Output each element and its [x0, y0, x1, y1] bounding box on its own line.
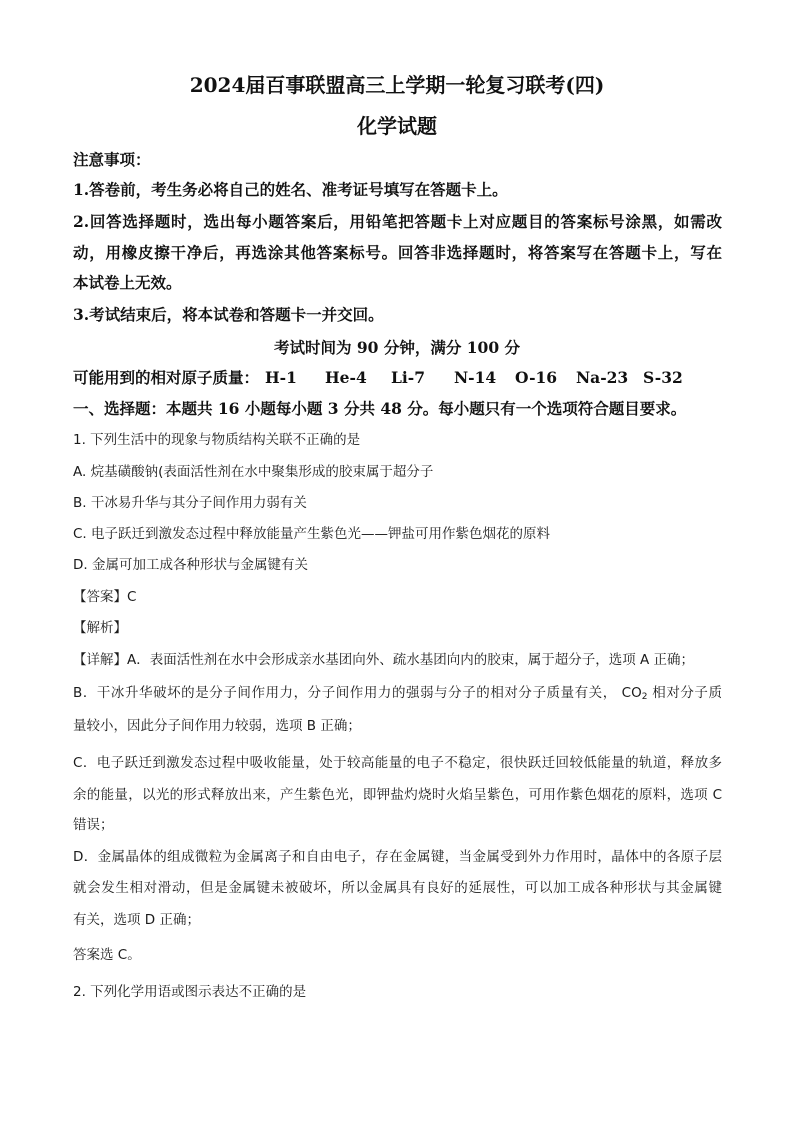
atomic-mass-item: H-1	[265, 368, 297, 387]
exam-info: 考试时间为 90 分钟，满分 100 分	[273, 338, 520, 357]
detail-line: D．金属晶体的组成微粒为金属离子和自由电子，存在金属键，当金属受到外力作用时，晶体中的各原子层	[73, 849, 722, 865]
atomic-mass-item: Li-7	[391, 368, 426, 387]
notice-line: 1.答卷前，考生务必将自己的姓名、准考证号填写在答题卡上。	[73, 180, 508, 199]
atomic-mass-item: S-32	[643, 368, 683, 387]
detail-text: B．干冰升华破坏的是分子间作用力，分子间作用力的强弱与分子的相对分子质量有关，	[73, 685, 617, 701]
detail-line: 就会发生相对滑动，但是金属键未被破坏，所以金属具有良好的延展性，可以加工成各种形状与其金属键	[73, 880, 722, 896]
detail-line: 【详解】A．表面活性剂在水中会形成亲水基团向外、疏水基团向内的胶束，属于超分子，选项 A 正确；	[73, 652, 695, 668]
document-title: 2024届百事联盟高三上学期一轮复习联考(四)	[189, 73, 605, 97]
detail-line: C．电子跃迁到激发态过程中吸收能量，处于较高能量的电子不稳定，很快跃迁回较低能量的轨道，释放多	[73, 755, 722, 771]
formula-base: CO	[621, 685, 642, 701]
notice-line: 动，用橡皮擦干净后，再选涂其他答案标号。回答非选择题时，将答案写在答题卡上，写在	[73, 243, 722, 262]
detail-line: 有关，选项 D 正确；	[73, 912, 200, 928]
atomic-mass-item: Na-23	[576, 368, 629, 387]
detail-line	[73, 682, 722, 704]
notice-line: 本试卷上无效。	[73, 273, 182, 292]
atomic-mass-item: N-14	[454, 368, 497, 387]
answer-value: C	[127, 589, 137, 605]
conclusion: 答案选 C。	[73, 947, 141, 963]
atomic-mass-item: He-4	[325, 368, 367, 387]
formula-subscript: 2	[641, 692, 648, 702]
notice-line: 2.回答选择题时，选出每小题答案后，用铅笔把答题卡上对应题目的答案标号涂黑，如需改	[73, 212, 722, 231]
option-a: A. 烷基磺酸钠(表面活性剂在水中聚集形成的胶束属于超分子	[73, 464, 434, 480]
answer-line	[73, 586, 136, 608]
detail-line: 余的能量，以光的形式释放出来，产生紫色光，即钾盐灼烧时火焰呈紫色，可用作紫色烟花的原料，选项 C	[73, 787, 722, 803]
option-b: B. 干冰易升华与其分子间作用力弱有关	[73, 495, 307, 511]
notice-line: 3.考试结束后，将本试卷和答题卡一并交回。	[73, 305, 384, 324]
notice-heading: 注意事项：	[73, 150, 151, 169]
section-heading: 一、选择题：本题共 16 小题每小题 3 分共 48 分。每小题只有一个选项符合题目要求。	[73, 399, 687, 418]
answer-label: 【答案】	[73, 589, 127, 605]
question-2-stem: 2. 下列化学用语或图示表达不正确的是	[73, 984, 307, 1000]
formula	[622, 685, 648, 701]
detail-line: 量较小，因此分子间作用力较弱，选项 B 正确；	[73, 718, 361, 734]
detail-text: 相对分子质	[652, 685, 722, 701]
atomic-mass-row	[73, 367, 722, 389]
question-stem: 1. 下列生活中的现象与物质结构关联不正确的是	[73, 432, 361, 448]
atomic-mass-label: 可能用到的相对原子质量：	[73, 368, 260, 387]
atomic-mass-item: O-16	[515, 368, 558, 387]
option-d: D. 金属可加工成各种形状与金属键有关	[73, 557, 308, 573]
detail-line: 错误；	[73, 817, 114, 833]
subject-title: 化学试题	[357, 114, 437, 138]
option-c: C. 电子跃迁到激发态过程中释放能量产生紫色光——钾盐可用作紫色烟花的原料	[73, 526, 551, 542]
analysis-label: 【解析】	[73, 620, 127, 636]
